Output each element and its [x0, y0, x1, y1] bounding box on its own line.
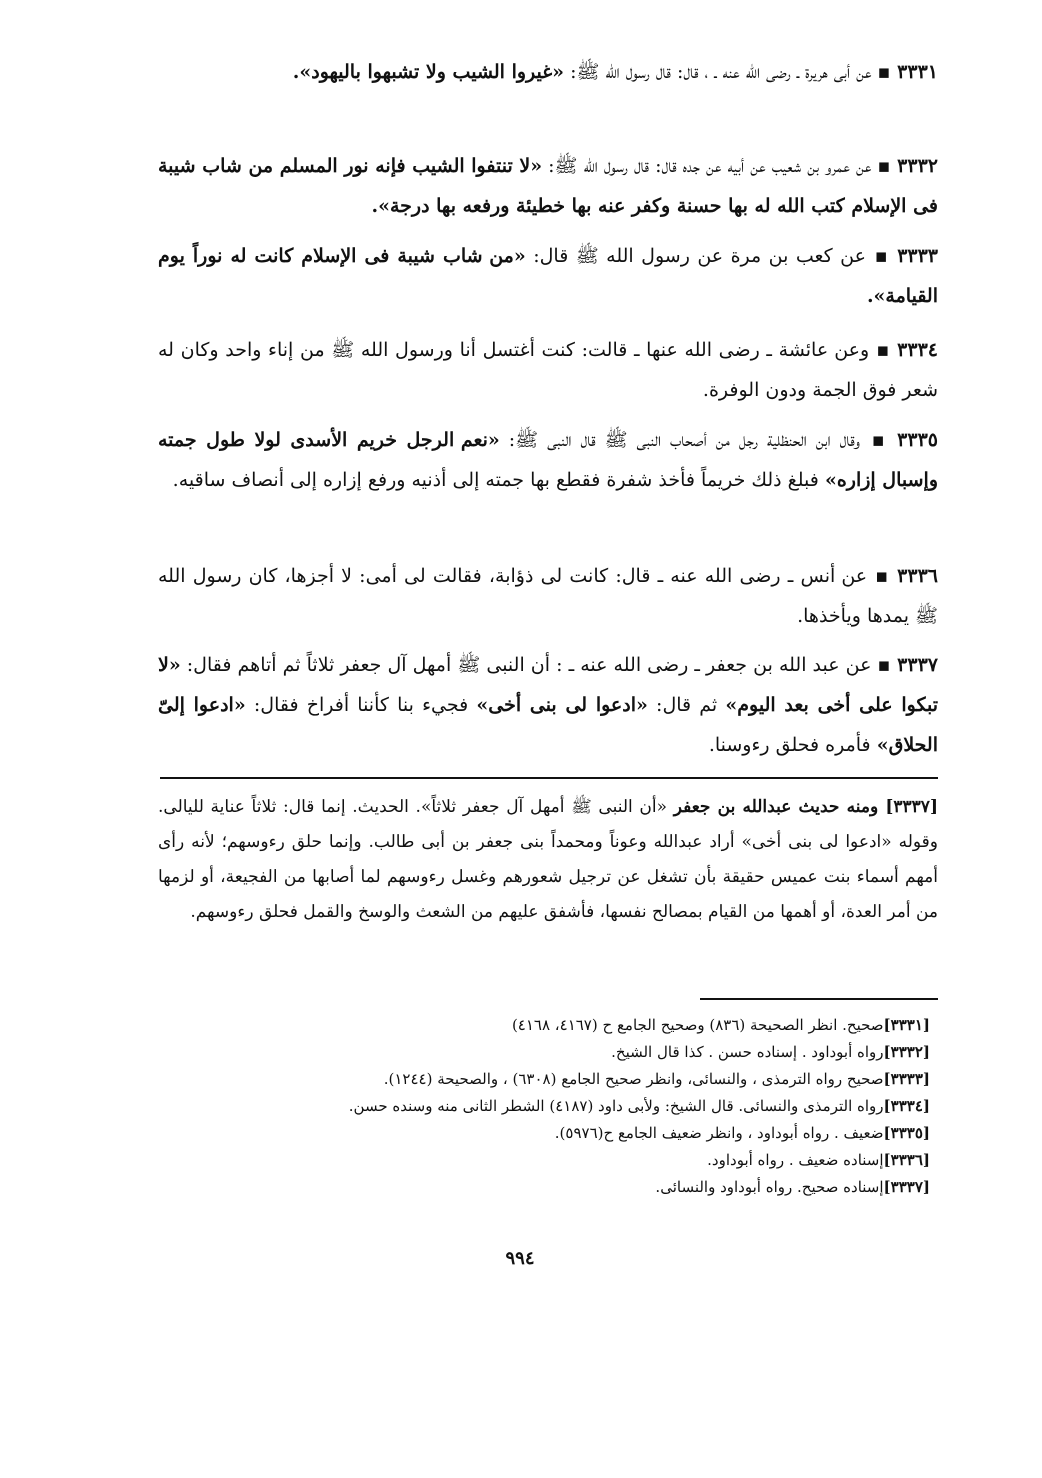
hadith-number: ٣٣٣٢	[897, 155, 938, 177]
commentary-block	[158, 790, 938, 930]
hadith-quote: «من شاب شيبة فى الإسلام كانت له نوراً يوم القيامة».	[158, 245, 938, 307]
hadith-text-continued: ثم قال:	[656, 694, 718, 716]
footnote-ref: [٣٣٣٣]	[883, 1070, 930, 1088]
hadith-text: عن عبد الله بن جعفر ـ رضى الله عنه ـ : أن النبى ﷺ أمهل آل جعفر ثلاثاً ثم أتاهم فقال:	[186, 654, 872, 676]
hadith-text: عن أنس ـ رضى الله عنه ـ قال: كانت لى ذؤابة، فقالت لى أمى: لا أجزها، كان رسول الله ﷺ يمدها ويأخذها.	[158, 565, 938, 627]
footnote-ref: [٣٣٣٢]	[883, 1043, 930, 1061]
hadith-text-continued: فبلغ ذلك خريماً فأخذ شفرة فقطع بها جمته إلى أذنيه ورفع إزاره إلى أنصاف ساقيه.	[172, 469, 819, 491]
hadith-bullet: ▪	[868, 429, 898, 451]
hadith-bullet: ▪	[877, 155, 898, 177]
hadith-quote: «لا تبكوا على أخى بعد اليوم»	[158, 654, 938, 716]
commentary-body: «أن النبى ﷺ أمهل آل جعفر ثلاثاً». الحديث. إنما قال: ثلاثاً عناية لليالى. وقوله «ادعوا لى بنى أخى» أراد عبدالله وعوناً ومحمداً بنى جعفر بن أبى طالب. وإنما حلق رءوسهم؛ لأنه رأى أمهم أسماء بنت عميس حقيقة بأن تشغل عن ترجيل شعورهم وغسل رءوسهم لما أصابها من الفجيعة، أو لزمها من أمر العدة، أو أهمها من القيام بمصالح نفسها، فأشفق عليهم من الشعث والوسخ والقمل فحلق رءوسهم.	[158, 797, 938, 922]
hadith-number: ٣٣٣١	[897, 61, 938, 83]
hadith-text: عن كعب بن مرة عن رسول الله ﷺ قال:	[533, 245, 866, 267]
hadith-bullet: ▪	[877, 654, 898, 676]
footnote-item	[240, 1039, 930, 1066]
footnote-ref: [٣٣٣٦]	[883, 1151, 930, 1169]
footnote-text: رواه الترمذى والنسائى. قال الشيخ: ولأبى داود (٤١٨٧) الشطر الثانى منه وسنده حسن.	[348, 1097, 884, 1115]
hadith-quote: «غيروا الشيب ولا تشبهوا باليهود».	[292, 61, 565, 83]
hadith-quote-3: «ادعوا إلىّ الحلاق»	[158, 694, 938, 756]
hadith-bullet: ▪	[875, 339, 898, 361]
hadith-text: وعن عائشة ـ رضى الله عنها ـ قالت: كنت أغتسل أنا ورسول الله ﷺ من إناء واحد وكان له شعر فوق الجمة ودون الوفرة.	[158, 339, 938, 401]
hadith-quote: «نعم الرجل خريم الأسدى لولا طول جمته وإسبال إزاره»	[158, 429, 938, 491]
hadith-3337	[158, 645, 938, 765]
hadith-text-continued-2: فجيء بنا كأننا أفراخ فقال:	[253, 694, 469, 716]
footnote-ref: [٣٣٣٤]	[883, 1097, 930, 1115]
hadith-quote: «لا تنتفوا الشيب فإنه نور المسلم من شاب شيبة فى الإسلام كتب الله له بها حسنة وكفر عنه بها خطيئة ورفعه بها درجة».	[158, 155, 938, 217]
footnote-item	[240, 1174, 930, 1201]
footnote-item	[240, 1147, 930, 1174]
hadith-quote-2: «ادعوا لى بنى أخى»	[476, 694, 648, 716]
hadith-bullet: ▪	[874, 565, 898, 587]
footnote-text: إسناده صحيح. رواه أبوداود والنسائى.	[655, 1178, 884, 1196]
footnote-item	[240, 1093, 930, 1120]
hadith-3334	[158, 330, 938, 410]
hadith-text-continued-3: فأمره فحلق رءوسنا.	[708, 734, 871, 756]
footnote-item	[240, 1066, 930, 1093]
footnote-ref: [٣٣٣١]	[883, 1016, 930, 1034]
footnote-item	[240, 1120, 930, 1147]
hadith-3333	[158, 236, 938, 316]
page-number: ٩٩٤	[505, 1248, 535, 1269]
footnotes-list	[240, 1012, 930, 1201]
footnote-text: صحيح. انظر الصحيحة (٨٣٦) وصحيح الجامع ح (٤١٦٧، ٤١٦٨)	[511, 1016, 884, 1034]
hadith-text: عن أبى هريرة ـ رضى الله عنه ـ ، قال: قال رسول الله ﷺ:	[570, 61, 872, 83]
hadith-bullet: ▪	[873, 245, 898, 267]
footnote-text: إسناده ضعيف . رواه أبوداود.	[707, 1151, 884, 1169]
hadith-text: عن عمرو بن شعيب عن أبيه عن جده قال: قال رسول الله ﷺ:	[548, 155, 872, 177]
hadith-3331	[158, 52, 938, 92]
footnote-text: ضعيف . رواه أبوداود ، وانظر ضعيف الجامع ح(٥٩٧٦).	[554, 1124, 884, 1142]
footnote-ref: [٣٣٣٥]	[883, 1124, 930, 1142]
footnotes-divider	[700, 998, 938, 1000]
hadith-number: ٣٣٣٥	[897, 429, 938, 451]
footnote-item	[240, 1012, 930, 1039]
commentary-lead: [٣٣٣٧] ومنه حديث عبدالله بن جعفر	[673, 797, 938, 817]
footnote-ref: [٣٣٣٧]	[883, 1178, 930, 1196]
hadith-3332	[158, 146, 938, 226]
hadith-number: ٣٣٣٤	[897, 339, 938, 361]
hadith-number: ٣٣٣٦	[897, 565, 938, 587]
hadith-3336	[158, 556, 938, 636]
hadith-number: ٣٣٣٧	[897, 654, 938, 676]
hadith-bullet: ▪	[877, 61, 898, 83]
commentary-divider	[160, 777, 938, 779]
footnote-text: صحيح رواه الترمذى ، والنسائى، وانظر صحيح الجامع (٦٣٠٨) ، والصحيحة (١٢٤٤).	[383, 1070, 884, 1088]
hadith-text: وقال ابن الحنظلية رجل من أصحاب النبى ﷺ قال النبى ﷺ:	[508, 429, 860, 451]
footnote-text: رواه أبوداود . إسناده حسن . كذا قال الشيخ.	[611, 1043, 884, 1061]
hadith-number: ٣٣٣٣	[897, 245, 939, 267]
hadith-3335	[158, 420, 938, 500]
